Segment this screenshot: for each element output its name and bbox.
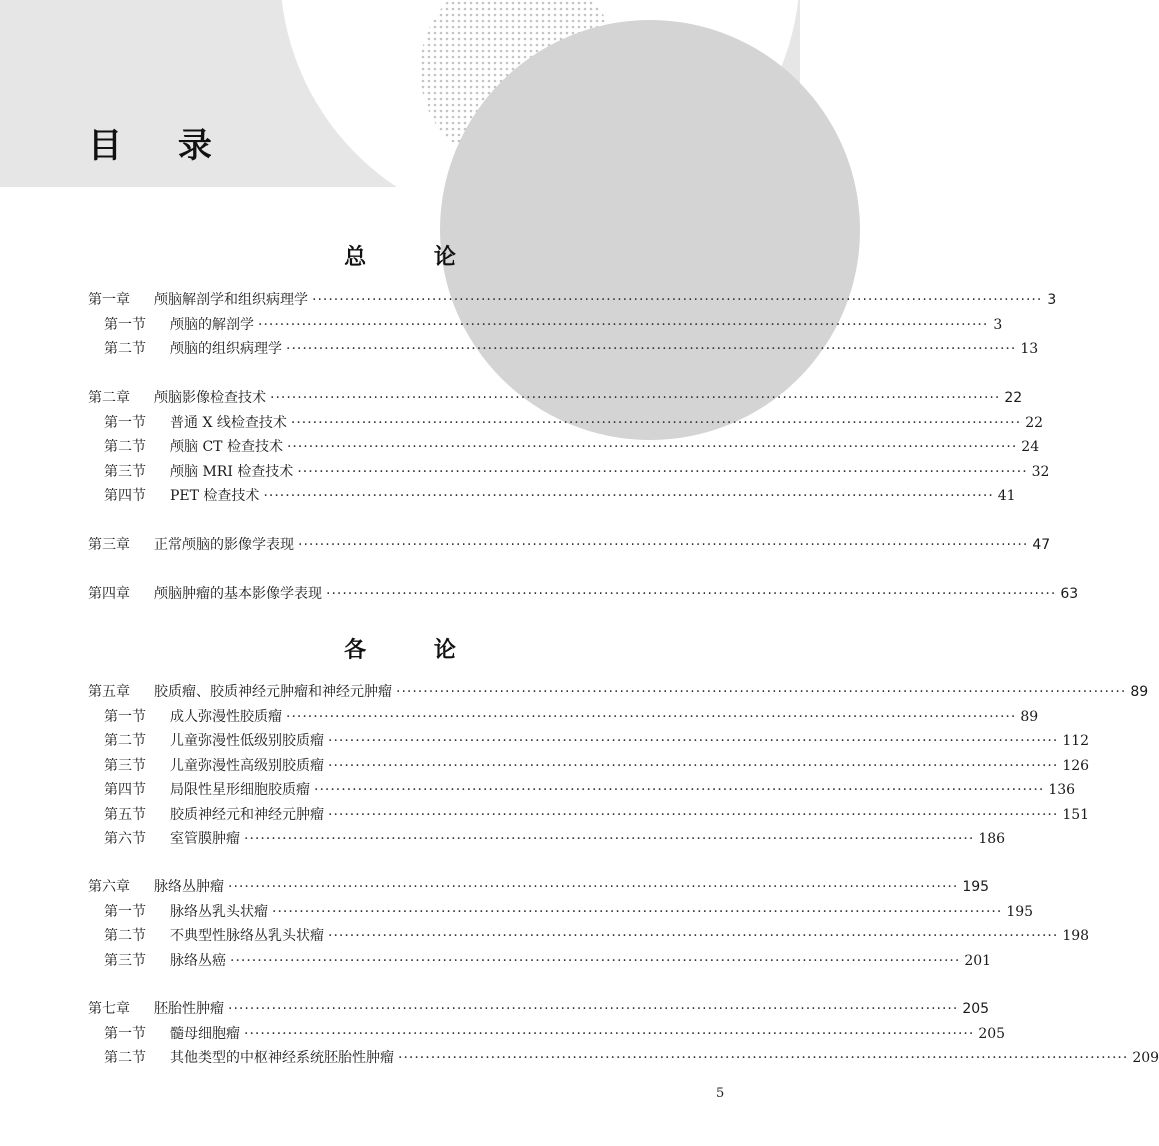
toc-section-row[interactable] bbox=[88, 827, 1006, 852]
toc-section-row[interactable] bbox=[88, 729, 1090, 754]
section-heading: 总 论 bbox=[344, 245, 486, 270]
page-number: 22 bbox=[1004, 390, 1023, 406]
leader-dots bbox=[328, 924, 1058, 949]
section-title: PET 检查技术 bbox=[170, 488, 260, 504]
section-title: 局限性星形细胞胶质瘤 bbox=[170, 782, 310, 798]
section-number: 第四节 bbox=[104, 782, 146, 798]
page-number: 41 bbox=[997, 488, 1016, 504]
leader-dots bbox=[314, 778, 1044, 803]
chapter-number: 第四章 bbox=[88, 586, 130, 602]
page-number: 209 bbox=[1132, 1050, 1159, 1066]
section-title: 儿童弥漫性高级别胶质瘤 bbox=[170, 757, 324, 774]
leader-dots bbox=[230, 949, 960, 974]
chapter-title: 脉络丛肿瘤 bbox=[154, 879, 224, 895]
toc-section-row[interactable] bbox=[88, 313, 1003, 338]
toc-section-row[interactable] bbox=[88, 754, 1090, 779]
section-number: 第六节 bbox=[104, 831, 146, 847]
leader-dots bbox=[287, 435, 1017, 460]
leader-dots bbox=[298, 533, 1028, 558]
page-number: 24 bbox=[1021, 439, 1040, 455]
section-number: 第三节 bbox=[104, 463, 146, 480]
section-number: 第三节 bbox=[104, 952, 146, 969]
chapter-number: 第二章 bbox=[88, 390, 130, 406]
leader-dots bbox=[263, 484, 993, 509]
leader-dots bbox=[328, 803, 1058, 828]
section-number: 第二节 bbox=[104, 341, 146, 357]
page-number: 205 bbox=[978, 1025, 1006, 1042]
chapter-title: 颅脑影像检查技术 bbox=[154, 390, 266, 406]
page-number: 201 bbox=[964, 952, 992, 969]
leader-dots bbox=[228, 997, 958, 1022]
toc-chapter-row[interactable] bbox=[88, 875, 990, 900]
chapter-title: 正常颅脑的影像学表现 bbox=[154, 537, 294, 553]
page-number: 198 bbox=[1062, 928, 1090, 944]
toc-chapter-2 bbox=[88, 386, 1050, 509]
toc-chapter-row[interactable] bbox=[88, 288, 1057, 313]
toc-section-row[interactable] bbox=[88, 778, 1076, 803]
page-number: 195 bbox=[962, 879, 990, 895]
section-title: 颅脑的组织病理学 bbox=[170, 341, 282, 357]
toc-chapter-5 bbox=[88, 680, 1149, 852]
section-title: 胶质神经元和神经元肿瘤 bbox=[170, 806, 324, 823]
toc-section-row[interactable] bbox=[88, 460, 1050, 485]
section-number: 第一节 bbox=[104, 903, 146, 920]
chapter-title: 胚胎性肿瘤 bbox=[154, 1001, 224, 1017]
leader-dots bbox=[272, 900, 1002, 925]
leader-dots bbox=[228, 875, 958, 900]
section-title: 室管膜肿瘤 bbox=[170, 831, 240, 847]
toc-section-row[interactable] bbox=[88, 435, 1040, 460]
leader-dots bbox=[258, 313, 988, 338]
section-title: 儿童弥漫性低级别胶质瘤 bbox=[170, 733, 324, 749]
toc-section-row[interactable] bbox=[88, 337, 1039, 362]
toc-chapter-row[interactable] bbox=[88, 680, 1149, 705]
section-heading: 各 论 bbox=[344, 638, 486, 663]
decor-circle-gray bbox=[440, 20, 860, 440]
chapter-number: 第七章 bbox=[88, 1001, 130, 1017]
page-number: 136 bbox=[1048, 782, 1076, 798]
leader-dots bbox=[244, 827, 974, 852]
section-number: 第一节 bbox=[104, 316, 146, 333]
leader-dots bbox=[286, 337, 1016, 362]
leader-dots bbox=[328, 729, 1058, 754]
section-title: 髓母细胞瘤 bbox=[170, 1025, 240, 1042]
page-number: 22 bbox=[1025, 414, 1044, 431]
page-number: 112 bbox=[1062, 733, 1090, 749]
leader-dots bbox=[326, 582, 1056, 607]
section-title: 脉络丛癌 bbox=[170, 952, 226, 969]
page-number: 3 bbox=[993, 316, 1003, 333]
page-number: 89 bbox=[1020, 708, 1039, 725]
page-number: 195 bbox=[1006, 903, 1034, 920]
section-number: 第二节 bbox=[104, 733, 146, 749]
toc-section-row[interactable] bbox=[88, 900, 1034, 925]
toc-chapter-row[interactable] bbox=[88, 997, 990, 1022]
chapter-title: 颅脑解剖学和组织病理学 bbox=[154, 292, 308, 308]
toc-section-row[interactable] bbox=[88, 1046, 1159, 1071]
section-title: 颅脑的解剖学 bbox=[170, 316, 254, 333]
leader-dots bbox=[291, 411, 1021, 436]
leader-dots bbox=[297, 460, 1027, 485]
toc-chapter-row[interactable] bbox=[88, 533, 1051, 558]
section-number: 第一节 bbox=[104, 708, 146, 725]
leader-dots bbox=[270, 386, 1000, 411]
toc-section-row[interactable] bbox=[88, 924, 1090, 949]
section-number: 第二节 bbox=[104, 1050, 146, 1066]
leader-dots bbox=[286, 705, 1016, 730]
section-title: 颅脑 CT 检查技术 bbox=[170, 439, 283, 455]
section-title: 成人弥漫性胶质瘤 bbox=[170, 708, 282, 725]
page-number: 13 bbox=[1020, 341, 1039, 357]
toc-chapter-6 bbox=[88, 875, 1090, 973]
toc-chapter-row[interactable] bbox=[88, 386, 1023, 411]
toc-chapter-3 bbox=[88, 533, 1051, 558]
section-number: 第二节 bbox=[104, 928, 146, 944]
page-folio: 5 bbox=[716, 1086, 725, 1101]
toc-section-row[interactable] bbox=[88, 949, 992, 974]
chapter-number: 第六章 bbox=[88, 879, 130, 895]
toc-section-row[interactable] bbox=[88, 411, 1044, 436]
page-number: 63 bbox=[1060, 586, 1079, 602]
section-title: 颅脑 MRI 检查技术 bbox=[170, 463, 294, 480]
chapter-number: 第五章 bbox=[88, 684, 130, 700]
leader-dots bbox=[396, 680, 1126, 705]
section-number: 第一节 bbox=[104, 1025, 146, 1042]
page-number: 151 bbox=[1062, 806, 1090, 823]
page-title: 目 录 bbox=[88, 126, 234, 166]
section-number: 第二节 bbox=[104, 439, 146, 455]
chapter-title: 胶质瘤、胶质神经元肿瘤和神经元肿瘤 bbox=[154, 684, 392, 700]
section-title: 普通 X 线检查技术 bbox=[170, 414, 287, 431]
section-number: 第五节 bbox=[104, 806, 146, 823]
page-number: 32 bbox=[1031, 463, 1050, 480]
leader-dots bbox=[328, 754, 1058, 779]
page-number: 89 bbox=[1130, 684, 1149, 700]
leader-dots bbox=[398, 1046, 1128, 1071]
toc-section-row[interactable] bbox=[88, 1022, 1006, 1047]
chapter-title: 颅脑肿瘤的基本影像学表现 bbox=[154, 586, 322, 602]
page-number: 126 bbox=[1062, 757, 1090, 774]
leader-dots bbox=[244, 1022, 974, 1047]
page-number: 47 bbox=[1032, 537, 1051, 553]
section-title: 其他类型的中枢神经系统胚胎性肿瘤 bbox=[170, 1050, 394, 1066]
section-title: 不典型性脉络丛乳头状瘤 bbox=[170, 928, 324, 944]
section-number: 第一节 bbox=[104, 414, 146, 431]
toc-section-row[interactable] bbox=[88, 705, 1039, 730]
page-number: 205 bbox=[962, 1001, 990, 1017]
page-number: 186 bbox=[978, 831, 1006, 847]
toc-chapter-7 bbox=[88, 997, 1159, 1071]
toc-chapter-row[interactable] bbox=[88, 582, 1079, 607]
toc-chapter-4 bbox=[88, 582, 1079, 607]
section-number: 第四节 bbox=[104, 488, 146, 504]
toc-chapter-1 bbox=[88, 288, 1057, 362]
section-title: 脉络丛乳头状瘤 bbox=[170, 903, 268, 920]
chapter-number: 第一章 bbox=[88, 292, 130, 308]
toc-section-row[interactable] bbox=[88, 803, 1090, 828]
toc-section-row[interactable] bbox=[88, 484, 1016, 509]
section-number: 第三节 bbox=[104, 757, 146, 774]
page-number: 3 bbox=[1047, 292, 1057, 308]
leader-dots bbox=[312, 288, 1042, 313]
chapter-number: 第三章 bbox=[88, 537, 130, 553]
